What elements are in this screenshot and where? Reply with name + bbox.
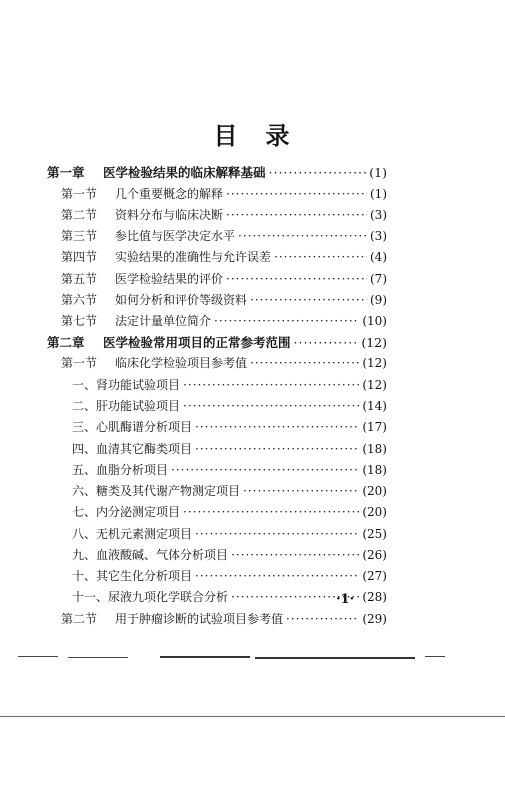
toc-entry-subsection bbox=[72, 418, 387, 438]
leader-dots bbox=[231, 548, 359, 562]
scan-line bbox=[255, 657, 415, 659]
entry-title: 用于肿瘤诊断的试验项目参考值 bbox=[115, 612, 284, 626]
entry-title: 医学检验结果的临床解释基础 bbox=[103, 165, 266, 180]
entry-title: 八、无机元素测定项目 bbox=[72, 527, 193, 541]
entry-page: (1) bbox=[370, 187, 387, 201]
entry-page: (3) bbox=[370, 208, 387, 222]
entry-title: 实验结果的准确性与允许误差 bbox=[115, 250, 272, 264]
leader-dots bbox=[183, 399, 359, 413]
entry-page: (29) bbox=[362, 612, 387, 626]
entry-page: (12) bbox=[362, 378, 387, 392]
entry-title: 临床化学检验项目参考值 bbox=[115, 356, 248, 370]
entry-number: 第三节 bbox=[61, 229, 98, 243]
entry-number: 第二节 bbox=[61, 208, 98, 222]
scan-line bbox=[18, 656, 58, 657]
toc-entry-subsection bbox=[72, 503, 387, 523]
toc-entry-section bbox=[61, 248, 387, 268]
entry-title: 九、血液酸碱、气体分析项目 bbox=[72, 548, 229, 562]
leader-dots bbox=[226, 187, 367, 201]
leader-dots bbox=[214, 314, 359, 328]
entry-page: (1) bbox=[369, 165, 387, 180]
entry-number: 第二章 bbox=[47, 335, 85, 350]
page-edge-line bbox=[0, 716, 505, 717]
entry-page: (27) bbox=[362, 569, 387, 583]
entry-page: (3) bbox=[370, 229, 387, 243]
entry-page: (25) bbox=[362, 527, 387, 541]
toc-entry-subsection bbox=[72, 546, 387, 566]
toc-entry-subsection bbox=[72, 440, 387, 460]
entry-number: 第五节 bbox=[61, 272, 98, 286]
entry-title: 三、心肌酶谱分析项目 bbox=[72, 420, 193, 434]
toc-entry-section bbox=[61, 354, 387, 374]
entry-title: 十、其它生化分析项目 bbox=[72, 569, 193, 583]
toc-entry-section bbox=[61, 227, 387, 247]
entry-page: (18) bbox=[362, 463, 387, 477]
entry-page: (7) bbox=[370, 272, 387, 286]
entry-page: (20) bbox=[362, 484, 387, 498]
entry-title: 七、内分泌测定项目 bbox=[72, 505, 181, 519]
leader-dots bbox=[195, 527, 359, 541]
leader-dots bbox=[274, 250, 367, 264]
toc-entry-chapter-1 bbox=[47, 163, 387, 183]
leader-dots bbox=[183, 505, 359, 519]
toc-entry-section bbox=[61, 185, 387, 205]
entry-page: (12) bbox=[361, 335, 387, 350]
entry-page: (4) bbox=[370, 250, 387, 264]
entry-page: (20) bbox=[362, 505, 387, 519]
toc-entry-subsection bbox=[72, 461, 387, 481]
toc-entry-chapter-2 bbox=[47, 333, 387, 353]
toc-entry-subsection bbox=[72, 376, 387, 396]
scan-line bbox=[68, 657, 128, 658]
leader-dots bbox=[195, 569, 359, 583]
entry-page: (26) bbox=[362, 548, 387, 562]
entry-title: 一、肾功能试验项目 bbox=[72, 378, 181, 392]
page-title: 目 录 bbox=[213, 122, 292, 150]
entry-number: 第七节 bbox=[61, 314, 98, 328]
entry-page: (14) bbox=[362, 399, 387, 413]
entry-number: 第一节 bbox=[61, 356, 98, 370]
leader-dots bbox=[286, 612, 359, 626]
toc-entry-section bbox=[61, 291, 387, 311]
entry-number: 第四节 bbox=[61, 250, 98, 264]
entry-page: (28) bbox=[362, 590, 387, 604]
toc-entry-subsection bbox=[72, 397, 387, 417]
leader-dots bbox=[243, 484, 359, 498]
entry-number: 第一章 bbox=[47, 165, 85, 180]
entry-page: (9) bbox=[370, 293, 387, 307]
leader-dots bbox=[238, 229, 367, 243]
toc-entry-subsection bbox=[72, 482, 387, 502]
toc-entry-section bbox=[61, 206, 387, 226]
entry-page: (12) bbox=[362, 356, 387, 370]
entry-title: 医学检验常用项目的正常参考范围 bbox=[103, 335, 291, 350]
entry-page: (10) bbox=[362, 314, 387, 328]
entry-title: 如何分析和评价等级资料 bbox=[115, 293, 248, 307]
leader-dots bbox=[269, 165, 367, 180]
entry-title: 法定计量单位简介 bbox=[115, 314, 212, 328]
entry-number: 第一节 bbox=[61, 187, 98, 201]
entry-title: 资料分布与临床决断 bbox=[115, 208, 224, 222]
entry-page: (18) bbox=[362, 442, 387, 456]
entry-title: 六、糖类及其代谢产物测定项目 bbox=[72, 484, 241, 498]
scan-line bbox=[425, 656, 445, 657]
toc-entry-section bbox=[61, 270, 387, 290]
leader-dots bbox=[250, 356, 359, 370]
leader-dots bbox=[226, 272, 367, 286]
entry-title: 医学检验结果的评价 bbox=[115, 272, 224, 286]
entry-title: 五、血脂分析项目 bbox=[72, 463, 169, 477]
entry-title: 几个重要概念的解释 bbox=[115, 187, 224, 201]
leader-dots bbox=[195, 442, 359, 456]
entry-title: 参比值与医学决定水平 bbox=[115, 229, 236, 243]
entry-title: 十一、尿液九项化学联合分析 bbox=[72, 590, 229, 604]
leader-dots bbox=[183, 378, 359, 392]
toc-entry-subsection bbox=[72, 567, 387, 587]
toc-entry-section bbox=[61, 312, 387, 332]
leader-dots bbox=[226, 208, 367, 222]
leader-dots bbox=[195, 420, 359, 434]
entry-title: 四、血清其它酶类项目 bbox=[72, 442, 193, 456]
page-number: ·1· bbox=[336, 592, 355, 607]
leader-dots bbox=[171, 463, 359, 477]
scan-line bbox=[160, 656, 250, 658]
toc-entry-subsection bbox=[72, 525, 387, 545]
leader-dots bbox=[294, 335, 359, 350]
entry-number: 第二节 bbox=[61, 612, 98, 626]
entry-page: (17) bbox=[362, 420, 387, 434]
entry-number: 第六节 bbox=[61, 293, 98, 307]
toc-entry-section bbox=[61, 610, 387, 630]
entry-title: 二、肝功能试验项目 bbox=[72, 399, 181, 413]
leader-dots bbox=[250, 293, 367, 307]
